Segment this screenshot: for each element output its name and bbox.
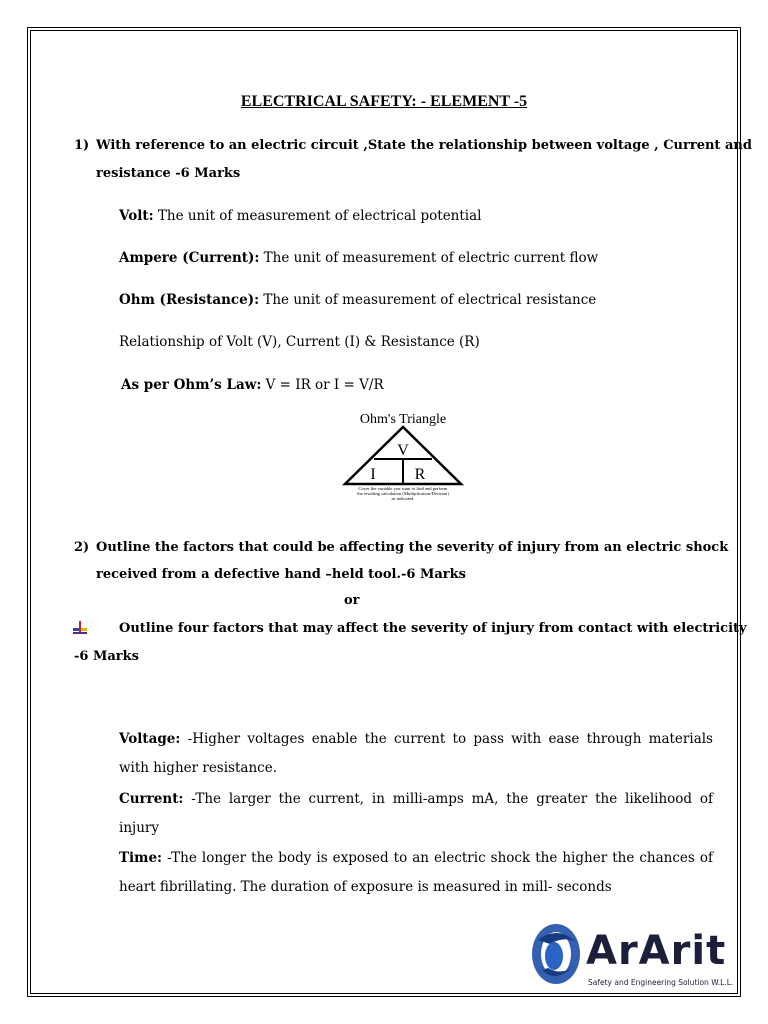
factor-text: -The larger the current, in milli-amps mA, the greater the likelihood of injury xyxy=(119,791,713,836)
ohms-triangle-figure xyxy=(318,406,488,506)
q2-number: 2) xyxy=(74,540,90,555)
q1-line2: resistance -6 Marks xyxy=(96,166,241,181)
factor-text: -Higher voltages enable the current to pass with ease through materials with higher resistance. xyxy=(119,731,713,776)
ohms-law-formula: V = IR or I = V/R xyxy=(261,377,384,393)
definition-text: The unit of measurement of electric current flow xyxy=(259,250,599,266)
definition-volt xyxy=(119,206,481,226)
company-logo-text: ArArit xyxy=(586,928,727,974)
factor-text: -The longer the body is exposed to an electric shock the higher the chances of heart fibrillating. The duration of exposure is measured in mill- seconds xyxy=(119,850,713,895)
ohms-law-term: As per Ohm’s Law: xyxy=(121,377,262,393)
company-logo-icon xyxy=(528,920,588,990)
triangle-caption-1: Cover the variable you want to find and perform xyxy=(358,486,448,491)
factor-time xyxy=(119,844,713,902)
factor-term: Voltage: xyxy=(119,731,181,747)
document-title: ELECTRICAL SAFETY: - ELEMENT -5 xyxy=(240,93,528,110)
relationship-line: Relationship of Volt (V), Current (I) & Resistance (R) xyxy=(119,334,480,350)
ohms-law-line xyxy=(121,375,384,395)
definition-ohm xyxy=(119,290,596,310)
triangle-caption-2: the resulting calculation (Multiplication/Division) xyxy=(357,491,449,496)
factor-term: Time: xyxy=(119,850,163,866)
definition-term: Ohm (Resistance): xyxy=(119,292,260,308)
q2-or: or xyxy=(344,593,360,608)
triangle-title: Ohm's Triangle xyxy=(359,412,447,427)
q2-alt-line2: -6 Marks xyxy=(74,649,139,664)
definition-term: Ampere (Current): xyxy=(119,250,260,266)
q2-line2: received from a defective hand –held tool.-6 Marks xyxy=(96,567,466,582)
definition-term: Volt: xyxy=(119,208,154,224)
bullet-icon xyxy=(72,621,88,635)
triangle-v: V xyxy=(397,442,409,459)
triangle-r: R xyxy=(414,466,426,483)
q2-line1: Outline the factors that could be affecting the severity of injury from an electric shock xyxy=(96,540,729,555)
q2-alt-line1: Outline four factors that may affect the severity of injury from contact with electricity xyxy=(119,621,747,636)
company-tagline: Safety and Engineering Solution W.L.L. xyxy=(588,978,734,987)
factor-current xyxy=(119,785,713,843)
definition-text: The unit of measurement of electrical potential xyxy=(153,208,482,224)
q1-number: 1) xyxy=(74,138,90,153)
definition-text: The unit of measurement of electrical resistance xyxy=(259,292,597,308)
q1-line1: With reference to an electric circuit ,State the relationship between voltage , Current and xyxy=(96,138,752,153)
factor-voltage xyxy=(119,725,713,783)
definition-ampere xyxy=(119,248,598,268)
triangle-caption-3: as indicated. xyxy=(391,496,415,501)
triangle-i: I xyxy=(370,466,376,483)
factor-term: Current: xyxy=(119,791,184,807)
